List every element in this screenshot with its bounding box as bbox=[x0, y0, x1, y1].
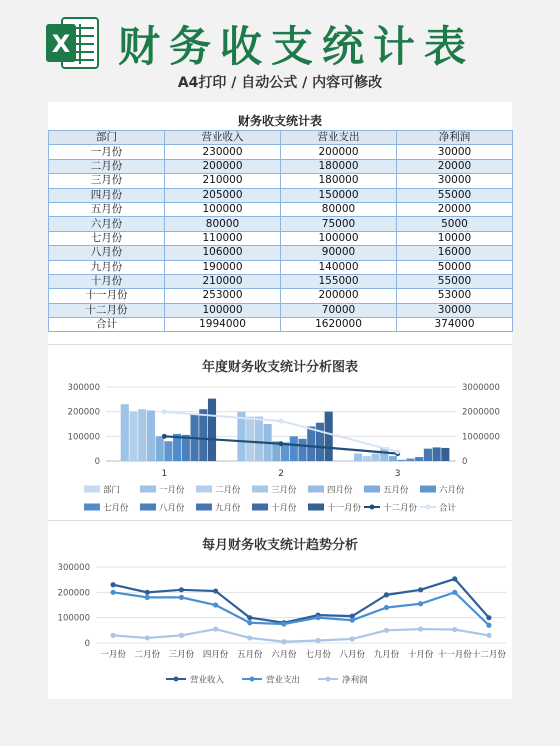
table-cell: 155000 bbox=[281, 274, 397, 288]
y-tick-label: 300000 bbox=[57, 563, 90, 573]
table-cell: 55000 bbox=[397, 188, 513, 202]
table-row bbox=[49, 217, 513, 231]
table-cell: 100000 bbox=[165, 202, 281, 216]
y-tick-label: 100000 bbox=[57, 613, 90, 624]
series-point bbox=[179, 633, 184, 638]
x-tick-label: 3 bbox=[394, 469, 401, 479]
table-row bbox=[49, 159, 513, 173]
legend-label: 八月份 bbox=[159, 503, 185, 514]
legend-swatch bbox=[84, 486, 100, 493]
x-tick-label: 2 bbox=[278, 469, 284, 479]
table-cell: 六月份 bbox=[49, 217, 165, 231]
table-cell: 200000 bbox=[281, 289, 397, 303]
series-point bbox=[213, 626, 218, 631]
table-cell: 二月份 bbox=[49, 159, 165, 173]
table-cell: 20000 bbox=[397, 202, 513, 216]
bar bbox=[325, 412, 333, 461]
series-point bbox=[162, 409, 167, 414]
legend-label: 十月份 bbox=[271, 503, 297, 514]
series-line bbox=[113, 592, 489, 625]
table-cell: 5000 bbox=[397, 217, 513, 231]
bar bbox=[354, 454, 362, 461]
table-cell: 253000 bbox=[165, 289, 281, 303]
x-tick-label: 十月份 bbox=[407, 650, 434, 660]
table-cell: 53000 bbox=[397, 289, 513, 303]
series-point bbox=[350, 636, 355, 641]
table-cell: 十二月份 bbox=[49, 303, 165, 317]
series-point bbox=[350, 618, 355, 623]
page-subtitle: A4打印 / 自动公式 / 内容可修改 bbox=[177, 75, 383, 91]
y2-tick-label: 3000000 bbox=[462, 383, 500, 393]
table-row bbox=[49, 260, 513, 274]
table-row bbox=[49, 202, 513, 216]
table-cell: 七月份 bbox=[49, 231, 165, 245]
annual-bar-chart-svg bbox=[48, 345, 512, 517]
legend-swatch bbox=[84, 504, 100, 511]
legend-swatch bbox=[196, 504, 212, 511]
x-tick-label: 三月份 bbox=[168, 650, 195, 660]
bar bbox=[415, 457, 423, 461]
series-point bbox=[110, 582, 115, 587]
y-tick-label: 100000 bbox=[67, 432, 100, 443]
y-tick-label: 0 bbox=[84, 639, 90, 649]
legend-swatch bbox=[364, 486, 380, 493]
series-point bbox=[179, 587, 184, 592]
table-cell: 1994000 bbox=[165, 318, 281, 332]
series-point bbox=[110, 633, 115, 638]
page-header bbox=[0, 0, 560, 100]
table-row bbox=[49, 303, 513, 317]
legend-label: 五月份 bbox=[383, 485, 409, 496]
series-point bbox=[486, 633, 491, 638]
bar bbox=[398, 460, 406, 461]
legend-swatch bbox=[308, 504, 324, 511]
table-header-row bbox=[49, 131, 513, 145]
table-cell: 五月份 bbox=[49, 202, 165, 216]
series-point bbox=[279, 419, 284, 424]
x-tick-label: 五月份 bbox=[236, 650, 263, 660]
legend-label: 三月份 bbox=[271, 485, 297, 496]
legend-label: 四月份 bbox=[327, 485, 353, 496]
legend-label: 净利润 bbox=[342, 675, 368, 686]
series-point bbox=[110, 590, 115, 595]
table-cell: 110000 bbox=[165, 231, 281, 245]
x-tick-label: 六月份 bbox=[271, 650, 297, 660]
legend-swatch bbox=[250, 677, 255, 682]
excel-logo-icon bbox=[44, 14, 100, 72]
bar bbox=[424, 449, 432, 461]
table-cell: 210000 bbox=[165, 174, 281, 188]
x-tick-label: 四月份 bbox=[202, 650, 229, 660]
legend-swatch bbox=[308, 486, 324, 493]
bar bbox=[208, 399, 216, 461]
column-header: 营业支出 bbox=[281, 131, 397, 145]
legend-label: 六月份 bbox=[439, 485, 465, 496]
table-cell: 180000 bbox=[281, 174, 397, 188]
table-cell: 30000 bbox=[397, 174, 513, 188]
bar bbox=[406, 459, 414, 461]
chart-title: 每月财务收支统计趋势分析 bbox=[201, 538, 359, 553]
legend-label: 合计 bbox=[439, 503, 457, 514]
bar bbox=[255, 417, 263, 461]
series-point bbox=[418, 626, 423, 631]
series-point bbox=[247, 615, 252, 620]
table-row bbox=[49, 246, 513, 260]
table-cell: 210000 bbox=[165, 274, 281, 288]
legend-label: 部门 bbox=[103, 485, 121, 496]
legend-swatch bbox=[420, 486, 436, 493]
spreadsheet-sheet bbox=[48, 102, 512, 698]
legend-swatch bbox=[174, 677, 179, 682]
monthly-trend-chart-svg bbox=[48, 521, 512, 699]
legend-label: 一月份 bbox=[159, 485, 185, 496]
bar bbox=[129, 412, 137, 461]
series-point bbox=[418, 601, 423, 606]
series-point bbox=[452, 590, 457, 595]
table-cell: 十一月份 bbox=[49, 289, 165, 303]
table-cell: 20000 bbox=[397, 159, 513, 173]
legend-label: 营业收入 bbox=[190, 675, 225, 686]
legend-label: 营业支出 bbox=[266, 675, 301, 686]
bar bbox=[138, 409, 146, 461]
logo-letter: X bbox=[51, 30, 71, 58]
x-tick-label: 七月份 bbox=[305, 650, 331, 660]
x-tick-label: 八月份 bbox=[339, 650, 366, 660]
table-row bbox=[49, 188, 513, 202]
bar bbox=[156, 436, 164, 461]
table-row bbox=[49, 318, 513, 332]
legend-swatch bbox=[326, 677, 331, 682]
table-cell: 30000 bbox=[397, 145, 513, 159]
table-title: 财务收支统计表 bbox=[237, 114, 322, 128]
annual-bar-chart bbox=[48, 344, 512, 517]
table-cell: 十月份 bbox=[49, 274, 165, 288]
series-point bbox=[247, 620, 252, 625]
table-cell: 三月份 bbox=[49, 174, 165, 188]
legend-swatch bbox=[140, 486, 156, 493]
series-point bbox=[247, 635, 252, 640]
table-cell: 30000 bbox=[397, 303, 513, 317]
legend-label: 二月份 bbox=[215, 485, 241, 496]
table-row bbox=[49, 289, 513, 303]
bar bbox=[121, 404, 129, 461]
table-cell: 九月份 bbox=[49, 260, 165, 274]
series-point bbox=[418, 587, 423, 592]
table-cell: 一月份 bbox=[49, 145, 165, 159]
series-line bbox=[113, 629, 489, 642]
series-point bbox=[213, 602, 218, 607]
series-point bbox=[145, 635, 150, 640]
table-cell: 200000 bbox=[165, 159, 281, 173]
bar bbox=[290, 436, 298, 461]
table-row bbox=[49, 145, 513, 159]
table-cell: 70000 bbox=[281, 303, 397, 317]
table-cell: 190000 bbox=[165, 260, 281, 274]
table-cell: 140000 bbox=[281, 260, 397, 274]
bar bbox=[316, 423, 324, 461]
bar bbox=[389, 456, 397, 461]
table-row bbox=[49, 174, 513, 188]
y2-tick-label: 0 bbox=[462, 457, 468, 467]
bar bbox=[433, 447, 441, 461]
bar bbox=[307, 426, 315, 461]
series-point bbox=[179, 595, 184, 600]
legend-swatch bbox=[196, 486, 212, 493]
table-row bbox=[49, 274, 513, 288]
legend-swatch bbox=[370, 505, 375, 510]
series-point bbox=[486, 623, 491, 628]
series-point bbox=[315, 615, 320, 620]
table-cell: 50000 bbox=[397, 260, 513, 274]
series-point bbox=[384, 592, 389, 597]
table-cell: 230000 bbox=[165, 145, 281, 159]
x-tick-label: 二月份 bbox=[134, 650, 161, 660]
bar bbox=[164, 441, 172, 461]
x-tick-label: 一月份 bbox=[100, 650, 126, 660]
table-cell: 374000 bbox=[397, 318, 513, 332]
legend-label: 九月份 bbox=[215, 503, 241, 514]
y2-tick-label: 2000000 bbox=[462, 407, 500, 418]
table-cell: 80000 bbox=[165, 217, 281, 231]
table-cell: 合计 bbox=[49, 318, 165, 332]
legend-label: 十二月份 bbox=[383, 503, 418, 514]
table-cell: 90000 bbox=[281, 246, 397, 260]
table-body bbox=[49, 145, 513, 332]
table-cell: 四月份 bbox=[49, 188, 165, 202]
bar bbox=[199, 409, 207, 461]
table-cell: 1620000 bbox=[281, 318, 397, 332]
y-tick-label: 200000 bbox=[67, 407, 100, 418]
series-point bbox=[145, 590, 150, 595]
y-tick-label: 300000 bbox=[67, 383, 100, 393]
legend-swatch bbox=[140, 504, 156, 511]
column-header: 营业收入 bbox=[165, 131, 281, 145]
series-point bbox=[384, 628, 389, 633]
series-point bbox=[315, 638, 320, 643]
table-cell: 205000 bbox=[165, 188, 281, 202]
legend-swatch bbox=[252, 504, 268, 511]
series-point bbox=[486, 615, 491, 620]
finance-table bbox=[48, 130, 513, 332]
table-cell: 16000 bbox=[397, 246, 513, 260]
table-cell: 180000 bbox=[281, 159, 397, 173]
table-row bbox=[49, 231, 513, 245]
series-point bbox=[213, 588, 218, 593]
column-header: 净利润 bbox=[397, 131, 513, 145]
monthly-trend-chart bbox=[48, 520, 512, 699]
table-cell: 八月份 bbox=[49, 246, 165, 260]
bar bbox=[246, 417, 254, 461]
column-header: 部门 bbox=[49, 131, 165, 145]
legend-swatch bbox=[252, 486, 268, 493]
table-cell: 106000 bbox=[165, 246, 281, 260]
bar bbox=[147, 410, 155, 461]
chart-title: 年度财务收支统计分析图表 bbox=[201, 360, 359, 375]
bar bbox=[441, 448, 449, 461]
series-point bbox=[395, 449, 400, 454]
series-point bbox=[281, 621, 286, 626]
series-point bbox=[452, 627, 457, 632]
table-cell: 55000 bbox=[397, 274, 513, 288]
series-point bbox=[145, 595, 150, 600]
table-cell: 80000 bbox=[281, 202, 397, 216]
x-tick-label: 十二月份 bbox=[471, 650, 506, 660]
x-tick-label: 1 bbox=[161, 469, 168, 479]
series-point bbox=[384, 605, 389, 610]
page-title: 财务收支统计表 bbox=[118, 22, 476, 71]
table-cell: 75000 bbox=[281, 217, 397, 231]
x-tick-label: 九月份 bbox=[373, 650, 400, 660]
series-point bbox=[162, 434, 167, 439]
y2-tick-label: 1000000 bbox=[462, 432, 500, 443]
table-cell: 100000 bbox=[281, 231, 397, 245]
bar bbox=[298, 439, 306, 461]
table-cell: 200000 bbox=[281, 145, 397, 159]
series-point bbox=[281, 639, 286, 644]
bar bbox=[363, 456, 371, 461]
series-point bbox=[279, 441, 284, 446]
y-tick-label: 200000 bbox=[57, 588, 90, 599]
table-cell: 150000 bbox=[281, 188, 397, 202]
bar bbox=[372, 454, 380, 461]
table-cell: 10000 bbox=[397, 231, 513, 245]
x-tick-label: 十一月份 bbox=[437, 650, 472, 660]
y-tick-label: 0 bbox=[94, 457, 100, 467]
table-cell: 100000 bbox=[165, 303, 281, 317]
legend-label: 七月份 bbox=[103, 503, 129, 514]
series-point bbox=[452, 576, 457, 581]
legend-swatch bbox=[426, 505, 431, 510]
legend-label: 十一月份 bbox=[327, 503, 362, 514]
